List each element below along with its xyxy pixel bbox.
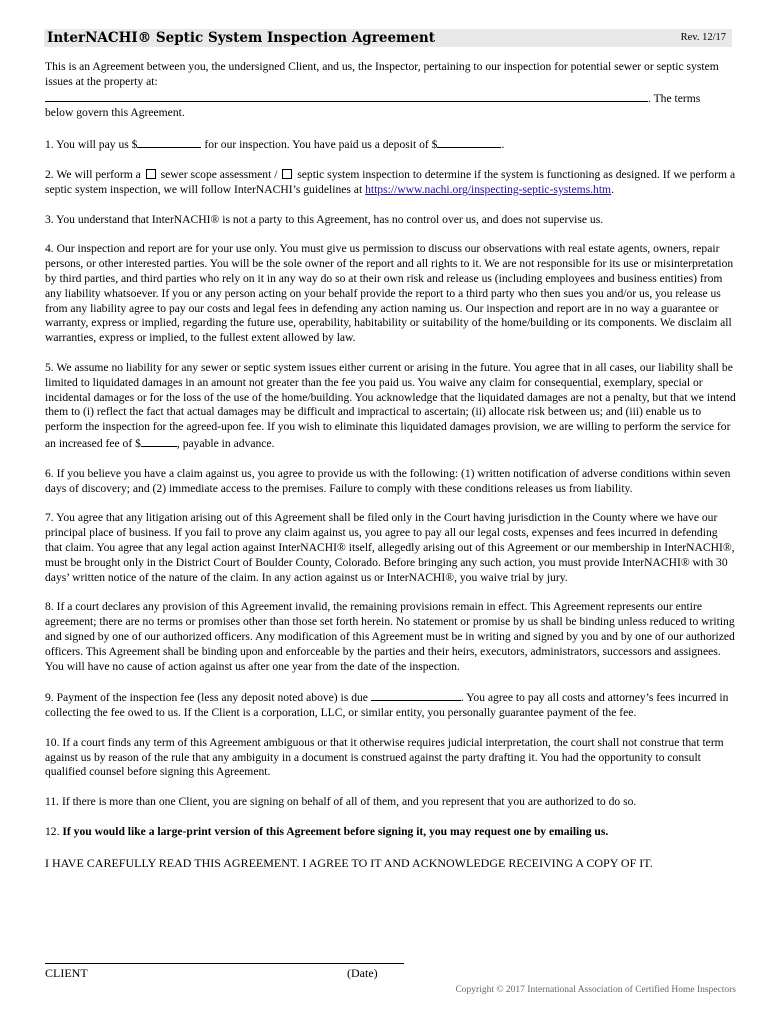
clause-12 — [45, 825, 737, 840]
inspection-fee-field[interactable] — [137, 136, 201, 148]
intro-paragraph — [45, 60, 737, 121]
clause-1 — [45, 136, 737, 153]
clause-6: 6. If you believe you have a claim against us, you agree to provide us with the following: (1) written notification of adverse conditions within seven days of discovery; and (2) immediate access to the premises. Failure to comply with these conditions releases us from liability. — [45, 466, 731, 495]
clause-11: 11. If there is more than one Client, you are signing on behalf of all of them, and you represent that you are authorized to do so. — [45, 795, 637, 809]
clause-9-text-a: 9. Payment of the inspection fee (less any deposit noted above) is due — [45, 691, 371, 705]
guidelines-link[interactable]: https://www.nachi.org/inspecting-septic-systems.htm — [365, 182, 612, 196]
clause-12-text: If you would like a large-print version of this Agreement before signing it, you may request one by emailing us. — [62, 825, 609, 839]
clause-2-text-b: sewer scope assessment / — [157, 167, 281, 181]
clause-7: 7. You agree that any litigation arising out of this Agreement shall be filed only in the Court having jurisdiction in the County where we have our principal place of business. If you fail to prove any claim against us, you agree to pay all our legal costs, expenses and fees incurred in defending that claim. You agree that any legal action against InterNACHI® itself, allegedly arising out of this Agreement or our membership in InterNACHI®, must be brought only in the District Court of Boulder County, Colorado. Before bringing any such action, you must provide InterNACHI® with 30 days’ written notice of the nature of the claim. In any action against us or InterNACHI®, you waive trial by jury. — [45, 511, 735, 584]
increased-fee-field[interactable] — [141, 435, 177, 447]
intro-terms-suffix: . The terms — [648, 91, 701, 105]
clause-5-text-b: , payable in advance. — [176, 436, 275, 450]
clause-2-text-d: . — [611, 182, 614, 196]
clause-2-text-c: septic system inspection to determine if the system is functioning as designed. If we perform a septic system inspection, we will follow InterNACHI’s guidelines at — [45, 167, 736, 196]
client-signature-line[interactable] — [45, 963, 404, 964]
clause-5-text-a: 5. We assume no liability for any sewer or septic system issues either current or arising in the future. You agree that in all cases, our liability shall be limited to liquidated damages in an amount not greater than the fee you paid us. You waive any claim for consequential, exemplary, special or incidental damages or for the loss of the use of the home/building. You acknowledge that the liquidated damages are not a penalty, but that we intend them to (i) reflect the fact that actual damages may be difficult and impractical to ascertain; (ii) allocate risk between us; and (iii) enable us to perform the inspection for the agreed-upon fee. If you wish to eliminate this liquidated damages provision, we are willing to perform the service for an increased fee of $ — [45, 360, 736, 450]
deposit-field[interactable] — [437, 136, 501, 148]
clause-9-text-b: . You agree to pay all costs and attorney’s fees incurred in collecting the fee owed to us. If the Client is a corporation, LLC, or similar entity, you personally guarantee payment of the fee. — [45, 691, 729, 720]
intro-terms-line2: below govern this Agreement. — [45, 106, 185, 120]
septic-inspection-checkbox[interactable] — [282, 169, 292, 179]
clause-1-text-c: . — [501, 138, 505, 152]
intro-text: This is an Agreement between you, the undersigned Client, and us, the Inspector, pertaining to our inspection for potential sewer or septic system issues at the property at: — [45, 60, 719, 88]
clause-3: 3. You understand that InterNACHI® is not a party to this Agreement, has no control over us, and does not supervise us. — [45, 212, 604, 226]
client-label: CLIENT — [45, 966, 88, 980]
acknowledgment-statement: I HAVE CAREFULLY READ THIS AGREEMENT. I AGREE TO IT AND ACKNOWLEDGE RECEIVING A COPY OF IT. — [45, 855, 653, 870]
clause-1-text-a: 1. You will pay us $ — [45, 138, 138, 152]
clause-10: 10. If a court finds any term of this Agreement ambiguous or that it otherwise requires judicial interpretation, the court shall not construe that term against us by reason of the rule that any ambiguity in a document is construed against the party drafting it. You had the opportunity to consult qualified counsel before signing this Agreement. — [45, 735, 724, 779]
payment-due-field[interactable] — [371, 689, 461, 701]
document-header — [44, 29, 732, 47]
clause-2-text-a: 2. We will perform a — [45, 167, 144, 181]
property-address-field[interactable] — [45, 90, 648, 102]
date-label: (Date) — [347, 966, 378, 980]
agreement-body — [45, 60, 737, 871]
document-title: InterNACHI® Septic System Inspection Agreement — [47, 30, 435, 46]
clause-4: 4. Our inspection and report are for your use only. You must give us permission to discuss our observations with real estate agents, owners, repair persons, or other interested parties. You will be the sole owner of the report and all rights to it. We are not responsible for its use or misinterpretation by third parties, and third parties who rely on it in any way do so at their own risk and release us (including employees and business entities) from any liability whatsoever. If you or any person acting on your behalf provide the report to a third party who then sues you and/or us, you release us from any liability agree to pay our costs and legal fees in defending any action naming us. Our inspection and report are in no way a guarantee or warranty, express or implied, regarding the future use, operability, habitability or suitability of the home/building or its components. We disclaim all warranties, express or implied, to the fullest extent allowed by law. — [45, 242, 734, 345]
clause-9 — [45, 689, 737, 721]
revision-label: Rev. 12/17 — [680, 32, 726, 43]
clause-5 — [45, 361, 737, 452]
clause-8: 8. If a court declares any provision of this Agreement invalid, the remaining provisions remain in effect. This Agreement represents our entire agreement; there are no terms or promises other than those set forth herein. No statement or promise by us shall be binding unless reduced to writing and signed by one of our authorized officers. Any modification of this Agreement must be in writing and signed by you and by one of our authorized officers. This Agreement shall be binding upon and enforceable by the parties and their heirs, executors, administrators, successors and assignees. You will have no cause of action against us after one year from the date of the inspection. — [45, 600, 735, 673]
sewer-scope-checkbox[interactable] — [146, 169, 156, 179]
copyright-footer: Copyright © 2017 International Association of Certified Home Inspectors — [455, 985, 736, 995]
clause-12-number: 12. — [45, 825, 63, 839]
clause-1-text-b: for our inspection. You have paid us a deposit of $ — [201, 138, 438, 152]
clause-2 — [45, 168, 737, 198]
